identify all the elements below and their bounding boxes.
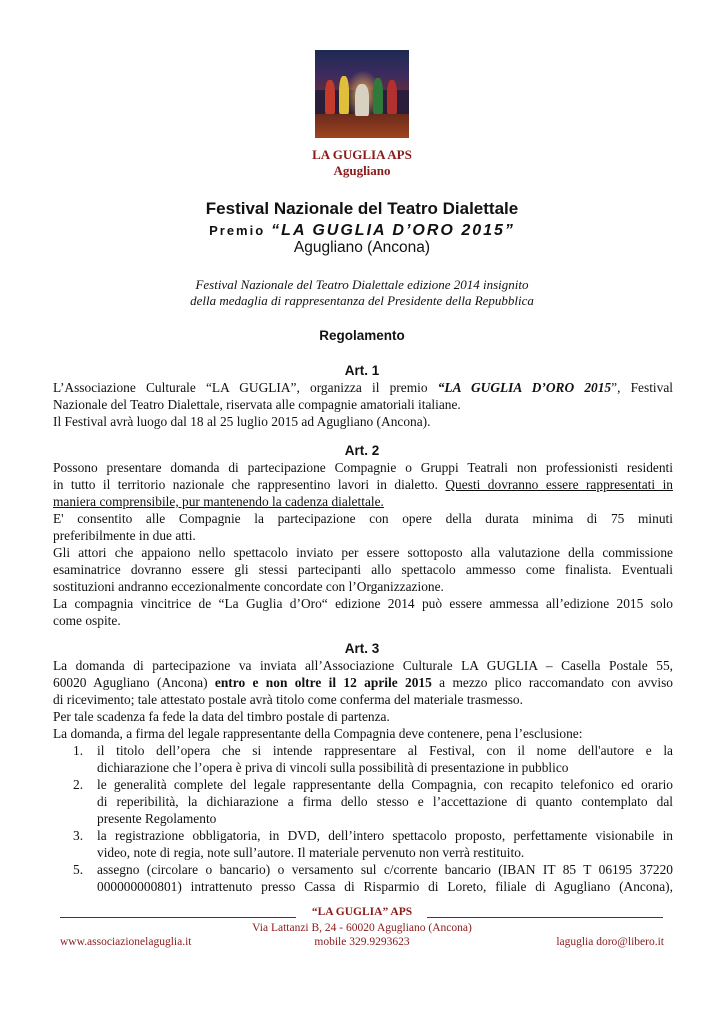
- list-item: 3. la registrazione obbligatoria, in DVD, dell’intero spettacolo proposto, perfettamente visionabile in video, note di regia, note sull’autore. Il materiale pervenuto non verrà restituito.: [73, 828, 673, 860]
- festival-location: Agugliano (Ancona): [293, 239, 431, 256]
- art3-line: La domanda di partecipazione va inviata all’Associazione Culturale LA GUGLIA – Casella Postale 55,: [53, 658, 673, 673]
- art2-line: in tutto il territorio nazionale che rappresentino lavori in dialetto. Questi dovranno essere rappresentati in: [53, 477, 673, 492]
- art1-line: L’Associazione Culturale “LA GUGLIA”, organizza il premio “LA GUGLIA D’ORO 2015”, Festival: [53, 380, 673, 395]
- prize-title: [0, 222, 724, 240]
- art1-heading: Art. 1: [344, 363, 380, 378]
- art3-line: La domanda, a firma del legale rappresentante della Compagnia deve contenere, pena l’esclusione:: [53, 726, 583, 741]
- premio-label: Premio: [209, 223, 266, 238]
- art3-line: 60020 Agugliano (Ancona) entro e non oltre il 12 aprile 2015 a mezzo plico raccomandato con avviso: [53, 675, 673, 690]
- art2-text: [53, 459, 673, 629]
- footer-name: “LA GUGLIA” APS: [311, 906, 413, 918]
- list-item: 2. le generalità complete del legale rappresentante della Compagnia, con recapito telefonico ed orario di reperibilità, la dichiarazione a firma dello stesso e l’accettazione di quanto contemplato dal presente Regolamento: [73, 777, 673, 826]
- art2-line: E' consentito alle Compagnie la partecipazione con opere della durata minima di 75 minuti: [53, 511, 673, 526]
- prize-name: “LA GUGLIA D’ORO 2015”: [271, 222, 515, 239]
- medal-note-line2: della medaglia di rappresentanza del Presidente della Repubblica: [190, 293, 534, 308]
- regolamento-heading: Regolamento: [319, 328, 405, 343]
- list-item: 1. il titolo dell’opera che si intende rappresentare al Festival, con il nome dell'autore e la dichiarazione che l’opera è priva di vincoli sulla possibilità di presentazione in pubblico: [73, 743, 673, 775]
- art2-line: Gli attori che appaiono nello spettacolo inviato per essere sottoposto alla valutazione della commissione: [53, 545, 673, 560]
- art2-line: La compagnia vincitrice de “La Guglia d’Oro“ edizione 2014 può essere ammessa all’edizione 2015 solo: [53, 596, 673, 611]
- association-name: LA GUGLIA APS: [312, 147, 412, 162]
- festival-title: Festival Nazionale del Teatro Dialettale: [205, 199, 519, 218]
- art3-line: di ricevimento; tale attestato postale avrà titolo come conferma del materiale trasmesso.: [53, 692, 523, 707]
- art3-heading: Art. 3: [344, 641, 380, 656]
- art2-line: esaminatrice dovranno essere gli stessi partecipanti allo spettacolo ammesso come finalista. Eventuali: [53, 562, 673, 577]
- art2-line: Possono presentare domanda di partecipazione Compagnie o Gruppi Teatrali non professionisti residenti: [53, 460, 673, 475]
- art1-line: Nazionale del Teatro Dialettale, riservata alle compagnie amatoriali italiane.: [53, 397, 461, 412]
- footer-mobile: mobile 329.9293623: [314, 936, 410, 948]
- deadline: entro e non oltre il 12 aprile 2015: [214, 675, 432, 690]
- art3-text: [53, 657, 673, 742]
- art1-line: Il Festival avrà luogo dal 18 al 25 luglio 2015 ad Agugliano (Ancona).: [53, 414, 431, 429]
- art2-line: come ospite.: [53, 613, 121, 628]
- art2-line: sostituzioni andranno eccezionalmente concordate con l’Organizzazione.: [53, 579, 444, 594]
- art1-text: [53, 379, 673, 430]
- medal-note-line1: Festival Nazionale del Teatro Dialettale edizione 2014 insignito: [195, 277, 529, 292]
- footer-email-link[interactable]: laguglia doro@libero.it: [556, 936, 664, 948]
- association-city: Agugliano: [333, 163, 391, 178]
- art2-heading: Art. 2: [344, 443, 380, 458]
- theatre-photo: [315, 50, 409, 138]
- footer-website-link[interactable]: www.associazionelaguglia.it: [60, 936, 192, 948]
- prize-name-inline: “LA GUGLIA D’ORO 2015: [437, 380, 612, 395]
- art2-line: maniera comprensibile, pur mantenendo la cadenza dialettale.: [53, 494, 384, 509]
- requirements-list: [73, 742, 673, 895]
- list-item: 5. assegno (circolare o bancario) o versamento sul c/corrente bancario (IBAN IT 85 T 06195 37220 000000000801) intrattenuto presso Cassa di Risparmio di Loreto, filiale di Agugliano (Ancona),: [73, 862, 673, 894]
- footer-address: Via Lattanzi B, 24 - 60020 Agugliano (Ancona): [252, 922, 472, 934]
- art2-line: preferibilmente in due atti.: [53, 528, 196, 543]
- art3-line: Per tale scadenza fa fede la data del timbro postale di partenza.: [53, 709, 390, 724]
